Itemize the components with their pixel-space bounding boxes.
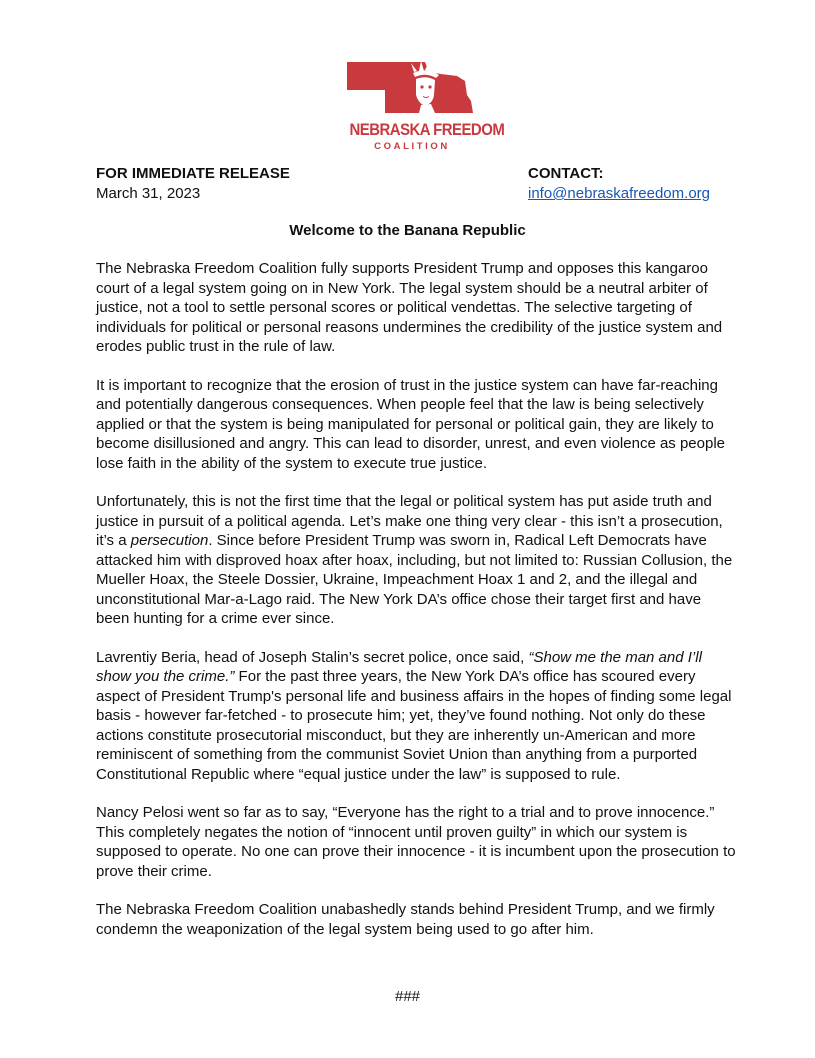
paragraph-4-quote: “Show me the man and I’ll show you the crime.” <box>96 648 702 685</box>
logo-subtitle: COALITION <box>374 141 450 152</box>
paragraph-6: The Nebraska Freedom Coalition unabashedly stands behind President Trump, and we firmly condemn the weaponization of the legal system being used to go after him. <box>96 901 715 938</box>
logo-name: NEBRASKA FREEDOM <box>349 120 505 139</box>
paragraph-4-part-a: Lavrentiy Beria, head of Joseph Stalin’s secret police, once said, <box>96 648 529 666</box>
end-mark: ### <box>394 988 421 1005</box>
contact-info <box>528 164 710 204</box>
paragraph-2: It is important to recognize that the erosion of trust in the justice system can have far-reaching and potentially dangerous consequences. When people feel that the law is being selectively applied or that the system is being manipulated for personal or political gain, they are likely to become disillusioned and angry. This can lead to disorder, unrest, and even violence as people lose faith in the ability of the system to execute true justice. <box>96 376 726 472</box>
nebraska-shape <box>347 62 473 113</box>
press-release-body <box>96 259 736 958</box>
headline: Welcome to the Banana Republic <box>289 222 526 239</box>
release-info <box>96 164 290 204</box>
paragraph-3-part-b: . Since before President Trump was sworn in, Radical Left Democrats have attacked him with disproved hoax after hoax, including, but not limited to: Russian Collusion, the Mueller Hoax, the Steele Dossier, Ukraine, Impeachment Hoax 1 and 2, and the illegal and unconstitutional Mar-a-Lago raid. The New York DA’s office chose their target first and have been hunting for a crime ever since. <box>96 532 733 627</box>
logo <box>341 55 505 155</box>
paragraph-3-emphasis: persecution <box>130 532 209 549</box>
paragraph-5: Nancy Pelosi went so far as to say, “Everyone has the right to a trial and to prove innocence.” This completely negates the notion of “innocent until proven guilty” in which our system is supposed to operate. No one can prove their innocence - it is incumbent upon the prosecution to prove their crime. <box>96 804 736 880</box>
paragraph-4 <box>96 648 736 785</box>
release-label: FOR IMMEDIATE RELEASE <box>96 165 290 182</box>
paragraph-3-part-a: Unfortunately, this is not the first time that the legal or political system has put aside truth and justice in pursuit of a political agenda. Let’s make one thing very clear - this isn’t a prosecution, it’s a <box>96 493 723 549</box>
paragraph-4-part-b: For the past three years, the New York DA’s office has scoured every aspect of President Trump's personal life and business affairs in the hopes of finding some legal basis - however far-fetched - to prosecute him; yet, they’ve found nothing. Not only do these actions constitute prosecutorial misconduct, but they are inherently un-American and more reminiscent of something from the communist Soviet Union than anything from a purported Constitutional Republic where “equal justice under the law” is supposed to rule. <box>96 668 732 783</box>
paragraph-3 <box>96 492 736 629</box>
nebraska-liberty-logo-icon <box>345 57 477 119</box>
contact-label: CONTACT: <box>528 165 604 182</box>
contact-email-link[interactable]: info@nebraskafreedom.org <box>528 185 710 202</box>
paragraph-1: The Nebraska Freedom Coalition fully supports President Trump and opposes this kangaroo court of a legal system going on in New York. The legal system should be a neutral arbiter of justice, not a tool to settle personal scores or political vendettas. The selective targeting of individuals for political or personal reasons undermines the credibility of the justice system and erodes public trust in the rule of law. <box>96 260 723 355</box>
release-date: March 31, 2023 <box>96 185 201 202</box>
